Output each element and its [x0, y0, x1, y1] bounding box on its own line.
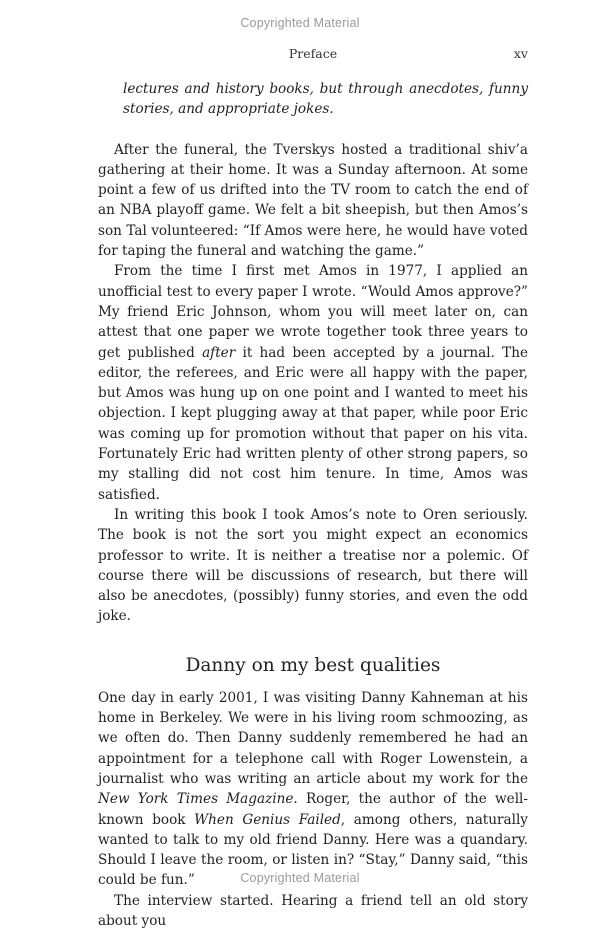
page-body [98, 79, 528, 931]
text-run: From the time I first met Amos in 1977, I applied an unofficial test to every paper I wrote. “Would Amos approve?” My friend Eric Johnson, whom you will meet later on, can attest that one paper we wrote together took three years to get published [98, 263, 528, 361]
body-paragraph: The interview started. Hearing a friend tell an old story about you [98, 892, 528, 929]
book-title: When Genius Failed [194, 811, 341, 828]
text-run: , among others, naturally wanted to talk to my old friend Danny. Here was a quandary. Should I leave the room, or listen in? “Stay,” Danny said, “this could be fun.” [98, 811, 528, 889]
body-paragraph [98, 688, 528, 891]
page-number: xv [513, 46, 528, 61]
body-paragraph: In writing this book I took Amos’s note to Oren seriously. The book is not the sort you might expect an economics professor to write. It is neither a treatise nor a polemic. Of course there will be discussions of research, but there will also be anecdotes, (possibly) funny stories, and even the odd joke. [98, 506, 528, 625]
copyright-watermark-top: Copyrighted Material [240, 16, 360, 30]
block-quote: lectures and history books, but through anecdotes, funny stories, and appropriate jokes. [123, 81, 528, 118]
text-run: One day in early 2001, I was visiting Danny Kahneman at his home in Berkeley. We were in his living room schmoozing, as we often do. Then Danny suddenly remembered he had an appointment for a telephone call with Roger Lowenstein, a journalist who was writing an article about my work for the [98, 689, 528, 787]
body-paragraph: After the funeral, the Tverskys hosted a traditional shiv’a gathering at their home. It was a Sunday afternoon. At some point a few of us drifted into the TV room to catch the end of an NBA playoff game. We felt a bit sheepish, but then Amos’s son Tal volunteered: “If Amos were here, he would have voted for taping the funeral and watching the game.” [98, 141, 528, 260]
text-run: it had been accepted by a journal. The editor, the referees, and Eric were all happy with the paper, but Amos was hung up on one point and I wanted to meet his objection. I kept plugging away at that paper, while poor Eric was coming up for promotion without that paper on his vita. Fortunately Eric had written plenty of other strong papers, so my stalling did not cost him tenure. In time, Amos was satisfied. [98, 344, 528, 503]
text-run: . Roger, the author of the well-known book [98, 791, 528, 828]
emphasis-text: after [202, 344, 236, 361]
publication-title: New York Times Magazine [98, 791, 294, 808]
section-heading: Danny on my best qualities [185, 654, 441, 676]
copyright-watermark-bottom: Copyrighted Material [240, 871, 360, 885]
running-header-title: Preface [288, 46, 338, 61]
body-paragraph [98, 261, 528, 505]
